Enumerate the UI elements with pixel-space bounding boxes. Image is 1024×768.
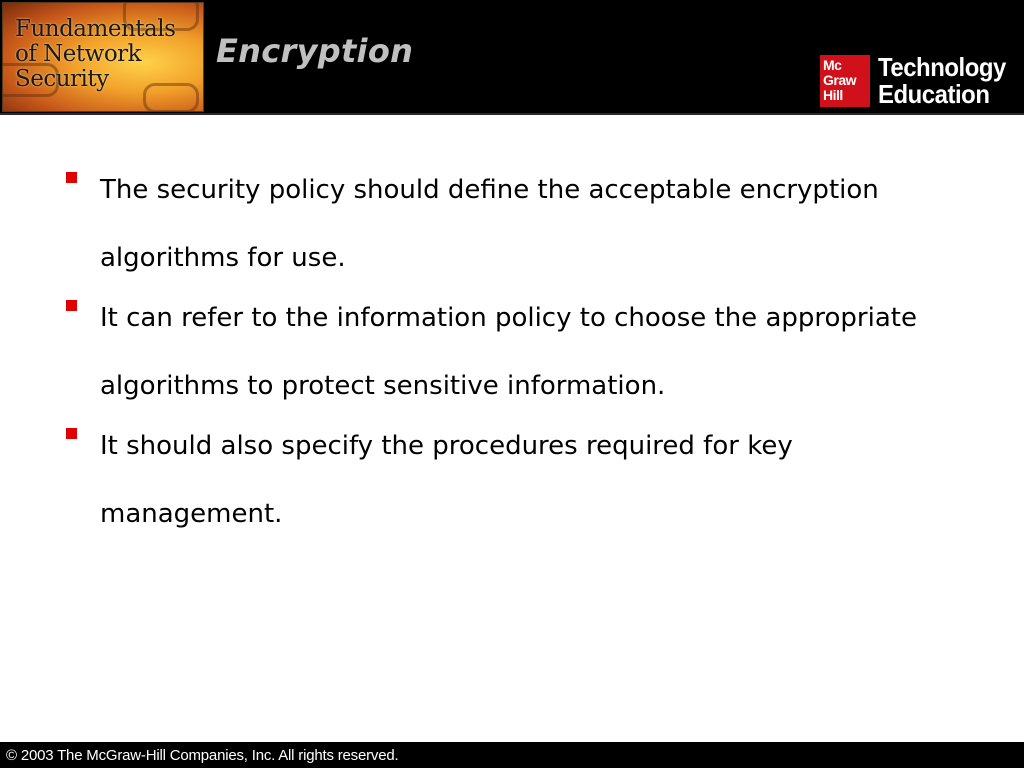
publisher-mark-line: Mc bbox=[823, 57, 842, 73]
bullet-item bbox=[66, 156, 966, 292]
bullet-list bbox=[66, 172, 966, 556]
publisher-mark-line: Hill bbox=[823, 87, 843, 103]
publisher-logo bbox=[820, 54, 1017, 108]
bullet-item bbox=[66, 284, 966, 420]
slide-footer bbox=[0, 742, 1024, 768]
mcgraw-hill-mark bbox=[820, 55, 870, 107]
publisher-text-line: Technology bbox=[878, 52, 1006, 82]
course-logo-text bbox=[15, 17, 175, 92]
square-bullet-icon bbox=[66, 428, 77, 439]
publisher-text-line: Education bbox=[878, 79, 990, 109]
copyright-text: © 2003 The McGraw-Hill Companies, Inc. All rights reserved. bbox=[6, 747, 399, 764]
square-bullet-icon bbox=[66, 300, 77, 311]
bullet-text: It should also specify the procedures required for key management. bbox=[100, 431, 793, 529]
course-logo-line: Security bbox=[15, 66, 109, 92]
publisher-wordmark bbox=[878, 54, 1006, 108]
slide-title: Encryption bbox=[216, 32, 414, 70]
course-logo bbox=[2, 2, 204, 112]
slide-header bbox=[0, 0, 1024, 115]
bullet-text: It can refer to the information policy to choose the appropriate algorithms to protect sensitive information. bbox=[100, 303, 917, 401]
square-bullet-icon bbox=[66, 172, 77, 183]
bullet-text: The security policy should define the acceptable encryption algorithms for use. bbox=[100, 175, 879, 273]
publisher-mark-line: Graw bbox=[823, 72, 857, 88]
header-divider bbox=[0, 113, 1024, 115]
course-logo-line: of Network bbox=[15, 41, 142, 67]
bullet-item bbox=[66, 412, 966, 548]
course-logo-line: Fundamentals bbox=[15, 16, 176, 42]
